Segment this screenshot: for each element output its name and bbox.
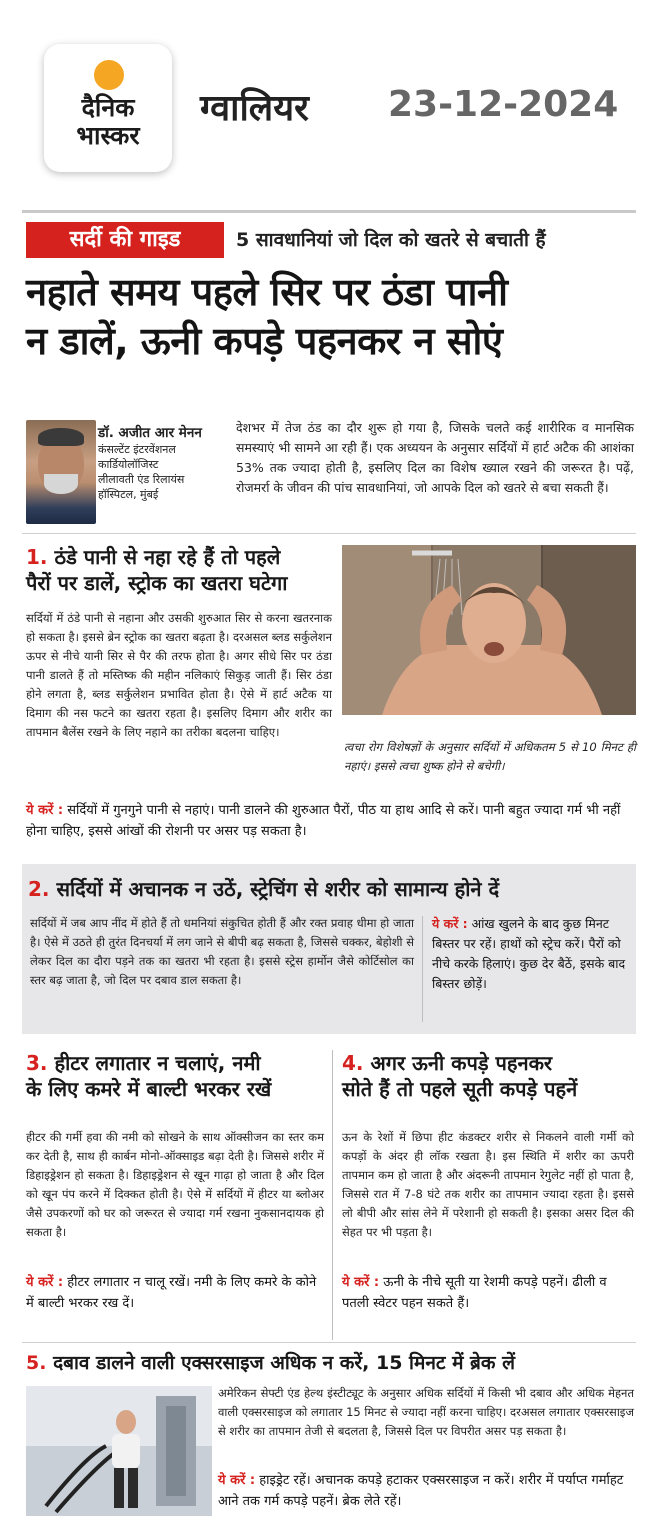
section-1-title xyxy=(26,544,338,596)
section-5-tip xyxy=(218,1470,634,1512)
section-1-title-line-2: पैरों पर डालें, स्ट्रोक का खतरा घटेगा xyxy=(26,571,288,595)
section-2-divider xyxy=(422,916,423,1022)
sun-icon xyxy=(94,60,124,90)
section-5-title-text: दबाव डालने वाली एक्सरसाइज अधिक न करें, 15 मिनट में ब्रेक लें xyxy=(53,1352,515,1374)
section-5-body: अमेरिकन सेफ्टी एंड हेल्थ इंस्टीट्यूट के अनुसार अधिक सर्दियों में किसी भी दबाव और अधिक मेहनत वाली एक्सरसाइज को लगातार 15 मिनट से ज्यादा नहीं करना चाहिए। दरअसल लगातार एक्सरसाइज से शरीर का तापमान तेजी से बदलता है, जिससे दिल पर विपरीत असर पड़ सकता है। xyxy=(218,1386,634,1438)
section-tag: सर्दी की गाइड xyxy=(26,222,224,258)
section-3-number: 3. xyxy=(26,1051,48,1075)
section-3-title-line-2: के लिए कमरे में बाल्टी भरकर रखें xyxy=(26,1077,272,1101)
dainik-bhaskar-logo xyxy=(44,44,172,172)
section-3-title-line-1: हीटर लगातार न चलाएं, नमी xyxy=(54,1051,261,1075)
tip-label-4: ये करें : xyxy=(342,1275,380,1290)
author-line-4: हॉस्पिटल, मुंबई xyxy=(98,488,159,501)
author-line-1: कंसल्टेंट इंटरवेंशनल xyxy=(98,443,176,456)
section-4-tip-text: ऊनी के नीचे सूती या रेशमी कपड़े पहनें। ढीली व पतली स्वेटर पहन सकते हैं। xyxy=(342,1275,607,1311)
section-3-body: हीटर की गर्मी हवा की नमी को सोखने के साथ ऑक्सीजन का स्तर कम कर देती है, साथ ही कार्बन मोनो-ऑक्साइड बढ़ा देती है। जिससे शरीर में डिहाइड्रेशन हो सकता है। डिहाइड्रेशन से खून गाढ़ा हो जाता है और दिल को खून पंप करने में दिक्कत होती है। ऐसे में सर्दियों में हीटर या ब्लोअर जैसे उपकरणों को घर को जरूरत से ज्यादा गर्म रखना नुकसानदायक हो सकता है। xyxy=(26,1130,324,1239)
section-1-title-line-1: ठंडे पानी से नहा रहे हैं तो पहले xyxy=(54,545,281,569)
section-1-tip-text: सर्दियों में गुनगुने पानी से नहाएं। पानी डालने की शुरुआत पैरों, पीठ या हाथ आदि से करें। पानी बहुत ज्यादा गर्म भी नहीं होना चाहिए, इससे आंखों की रोशनी पर असर पड़ सकता है। xyxy=(26,803,621,839)
section-1-body: सर्दियों में ठंडे पानी से नहाना और उसकी शुरुआत सिर से करना खतरनाक हो सकता है। इससे ब्रेन स्ट्रोक का खतरा बढ़ता है। दरअसल ब्लड सर्कुलेशन ऊपर से नीचे यानी सिर से पैर की तरफ होता है। अगर सीधे सिर पर ठंडा पानी डालते हैं तो मस्तिष्क की महीन नलिकाएं सिकुड़ जाती हैं। सिर ठंडा होने लगता है, ब्लड सर्कुलेशन प्रभावित होता है। ऐसे में हार्ट अटैक या दिमाग की नस फटने का खतरा रहता है। इसलिए दिमाग और शरीर का तापमान बैलेंस रखने के लिए नहाने का तरीका बदलना चाहिए। xyxy=(26,611,332,739)
headline-line-2: न डालें, ऊनी कपड़े पहनकर न सोएं xyxy=(26,319,503,363)
author-hair xyxy=(38,428,84,446)
section-1-number: 1. xyxy=(26,545,48,569)
section-2-tip xyxy=(432,914,632,994)
section-3-tip-text: हीटर लगातार न चालू रखें। नमी के लिए कमरे के कोने में बाल्टी भरकर रख दें। xyxy=(26,1275,317,1311)
edition-city: ग्वालियर xyxy=(200,88,309,129)
photo-caption-1: त्वचा रोग विशेषज्ञों के अनुसार सर्दियों में अधिकतम 5 से 10 मिनट ही नहाएं। इससे त्वचा शुष्क होने से बचेगी। xyxy=(344,740,636,773)
author-line-2: कार्डियोलॉजिस्ट xyxy=(98,458,159,471)
tip-label-2: ये करें : xyxy=(432,916,468,931)
column-divider xyxy=(332,1050,333,1340)
headline-line-1: नहाते समय पहले सिर पर ठंडा पानी xyxy=(26,270,508,314)
author-beard xyxy=(44,474,78,494)
section-5-tip-text: हाइड्रेट रहें। अचानक कपड़े हटाकर एक्सरसाइज न करें। शरीर में पर्याप्त गर्माहट आने तक गर्म कपड़े पहनें। ब्रेक लेते रहें। xyxy=(218,1473,624,1509)
section-2-number: 2. xyxy=(28,877,50,901)
headline xyxy=(26,268,638,366)
intro-paragraph: देशभर में तेज ठंड का दौर शुरू हो गया है, जिसके चलते कई शारीरिक व मानसिक समस्याएं भी सामने आ रही हैं। एक अध्ययन के अनुसार सर्दियों में हार्ट अटैक की आशंका 53% तक ज्यादा होती है, इसलिए दिल का विशेष ख्याल रखने की जरूरत है। पढ़ें, रोजमर्रा के जीवन की पांच सावधानियां, जो आपके दिल को खतरे से बचा सकती हैं। xyxy=(236,420,634,495)
author-byline xyxy=(98,424,230,502)
section-4-title xyxy=(342,1050,636,1102)
author-line-3: लीलावती एंड रिलायंस xyxy=(98,473,185,486)
tip-label-3: ये करें : xyxy=(26,1275,64,1290)
section-4-title-line-2: सोते हैं तो पहले सूती कपड़े पहनें xyxy=(342,1077,578,1101)
section-4-title-line-1: अगर ऊनी कपड़े पहनकर xyxy=(370,1051,553,1075)
divider-5 xyxy=(22,1342,636,1343)
author-photo xyxy=(26,420,96,524)
section-4-tip xyxy=(342,1272,634,1314)
section-4-body: ऊन के रेशों में छिपा हीट कंडक्टर शरीर से निकलने वाली गर्मी को कपड़ों के अंदर ही लॉक रखता है। इस स्थिति में शरीर का ऊपरी तापमान कम हो जाता है और अंदरूनी तापमान रेगुलेट नहीं हो पाता है, जिससे रात में 7-8 घंटे तक शरीर का तापमान ज्यादा रहता है। इससे लो बीपी और सांस लेने में परेशानी हो सकती है। इसका असर दिल की सेहत पर भी पड़ता है। xyxy=(342,1130,634,1239)
section-2-tip-text: आंख खुलने के बाद कुछ मिनट बिस्तर पर रहें। हाथों को स्ट्रेच करें। पैरों को नीचे करके हिलाएं। कुछ देर बैठें, इसके बाद बिस्तर छोड़ें। xyxy=(432,916,626,991)
section-2-title-text: सर्दियों में अचानक न उठें, स्ट्रेचिंग से शरीर को सामान्य होने दें xyxy=(56,877,500,901)
tagline: 5 सावधानियां जो दिल को खतरे से बचाती हैं xyxy=(236,229,546,251)
section-1-tip xyxy=(26,800,636,842)
section-3-title xyxy=(26,1050,326,1102)
shower-photo xyxy=(342,545,636,715)
section-4-number: 4. xyxy=(342,1051,364,1075)
tip-label: ये करें : xyxy=(26,803,64,818)
logo-text-line1: दैनिक xyxy=(81,93,135,122)
section-2-title xyxy=(28,876,634,902)
divider-1 xyxy=(22,533,636,534)
section-3-tip xyxy=(26,1272,324,1314)
tip-label-5: ये करें : xyxy=(218,1473,256,1488)
section-5-title xyxy=(26,1350,636,1376)
section-2-body: सर्दियों में जब आप नींद में होते हैं तो धमनियां संकुचित होती हैं और रक्त प्रवाह धीमा हो जाता है। ऐसे में उठते ही तुरंत दिनचर्या में लग जाने से बीपी बढ़ सकता है, जिससे चक्कर, बेहोशी से लेकर दिल का दौरा पड़ने तक का खतरा भी रहता है। इससे स्ट्रेस हार्मोन जैसे कोर्टिसोल का स्तर बढ़ जाता है, जो दिल पर दबाव डाल सकता है। xyxy=(30,916,414,987)
edition-date: 23-12-2024 xyxy=(388,84,619,125)
gym-photo xyxy=(26,1386,212,1516)
exercise-illustration xyxy=(26,1386,212,1516)
section-5-number: 5. xyxy=(26,1352,47,1374)
author-name: डॉ. अजीत आर मेनन xyxy=(98,425,202,441)
shower-illustration xyxy=(342,545,636,715)
top-divider xyxy=(22,210,636,213)
logo-text-line2: भास्कर xyxy=(76,121,140,150)
